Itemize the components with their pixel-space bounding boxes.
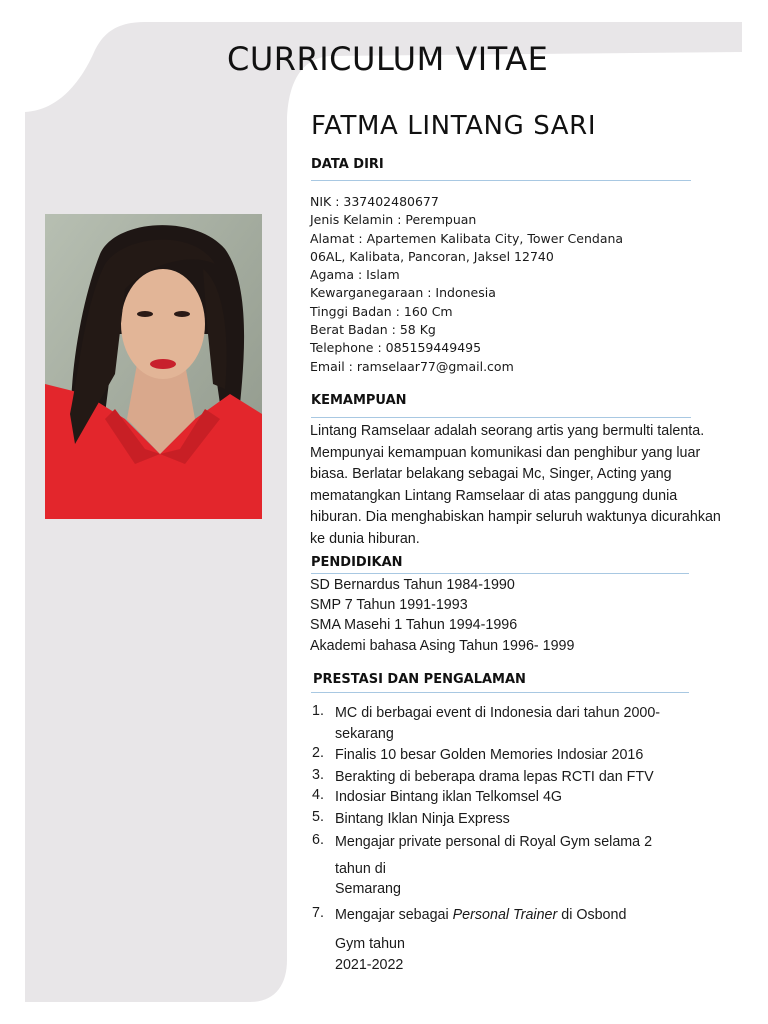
item-number: 5. — [312, 808, 324, 825]
list-item — [312, 859, 692, 900]
section-heading-kemampuan: KEMAMPUAN — [311, 393, 407, 408]
item-text: tahun di — [335, 860, 386, 877]
eye-right — [174, 311, 190, 317]
list-item — [312, 832, 692, 853]
list-item — [312, 905, 692, 926]
item-text: Indosiar Bintang iklan Telkomsel 4G — [335, 789, 563, 805]
item-text: Berakting di beberapa drama lepas RCTI dan FTV — [335, 768, 654, 785]
item-text: Finalis 10 besar Golden Memories Indosiar 2016 — [335, 747, 644, 763]
section-rule — [311, 180, 691, 181]
item-text: sekarang — [335, 725, 394, 742]
item-number: 3. — [312, 766, 324, 783]
info-line: Jenis Kelamin : Perempuan — [310, 212, 477, 228]
list-item — [312, 745, 692, 766]
list-item — [312, 934, 692, 975]
item-number — [312, 934, 335, 975]
education-list — [310, 575, 574, 656]
skills-paragraph: Lintang Ramselaar adalah seorang artis yang bermulti talenta. Mempunyai kemampuan komunikasi dan penghibur yang luar biasa. Berlatar belakang sebagai Mc, Singer, Acting yang mematangkan Lintang Ramselaar di atas panggung dunia hiburan. Dia menghabiskan hampir seluruh waktunya dicurahkan ke dunia hiburan. — [310, 423, 721, 547]
item-number: 6. — [312, 832, 324, 848]
item-number: 1. — [312, 703, 324, 719]
item-text-emphasis: Personal Trainer — [452, 906, 558, 923]
item-number: 2. — [312, 745, 324, 761]
education-item: SD Bernardus Tahun 1984-1990 — [310, 577, 515, 593]
item-number: 4. — [312, 787, 324, 803]
lips — [150, 359, 176, 369]
item-text: MC di berbagai event di Indonesia dari tahun 2000- — [335, 705, 661, 721]
section-heading-prestasi: PRESTASI DAN PENGALAMAN — [313, 672, 526, 687]
info-line: Alamat : Apartemen Kalibata City, Tower Cendana — [310, 230, 624, 246]
list-item — [312, 809, 692, 830]
section-heading-pendidikan: PENDIDIKAN — [311, 555, 403, 570]
info-line: Kewarganegaraan : Indonesia — [310, 285, 496, 301]
profile-photo — [45, 214, 262, 519]
education-item: SMA Masehi 1 Tahun 1994-1996 — [310, 617, 518, 634]
list-item — [312, 703, 692, 744]
section-rule — [311, 692, 689, 693]
item-text — [335, 905, 692, 926]
section-rule — [311, 573, 689, 574]
item-text: Bintang Iklan Ninja Express — [335, 810, 510, 827]
item-text-part: di Osbond — [557, 906, 627, 923]
info-line: Tinggi Badan : 160 Cm — [310, 303, 453, 319]
section-rule — [311, 417, 691, 418]
education-item: SMP 7 Tahun 1991-1993 — [310, 597, 468, 614]
item-number: 7. — [312, 904, 324, 921]
education-item: Akademi bahasa Asing Tahun 1996- 1999 — [310, 637, 575, 654]
info-line: Agama : Islam — [310, 267, 400, 283]
item-text: 2021-2022 — [335, 956, 404, 973]
eye-left — [137, 311, 153, 317]
info-line: Email : ramselaar77@gmail.com — [310, 358, 514, 374]
personal-info — [310, 193, 623, 376]
page-title: CURRICULUM VITAE — [227, 40, 549, 78]
item-number — [312, 859, 335, 900]
item-text: Mengajar private personal di Royal Gym selama 2 — [335, 834, 653, 850]
person-name: FATMA LINTANG SARI — [311, 111, 597, 141]
info-line: NIK : 337402480677 — [310, 194, 439, 209]
info-line: Berat Badan : 58 Kg — [310, 322, 436, 338]
item-text-part: Mengajar sebagai — [335, 906, 453, 923]
info-line: Telephone : 085159449495 — [310, 340, 482, 356]
achievement-list — [312, 703, 692, 975]
section-heading-data-diri: DATA DIRI — [311, 157, 384, 172]
list-item — [312, 767, 692, 788]
info-line: 06AL, Kalibata, Pancoran, Jaksel 12740 — [310, 248, 554, 264]
list-item — [312, 787, 692, 808]
item-text: Gym tahun — [335, 936, 405, 952]
item-text: Semarang — [335, 881, 401, 897]
